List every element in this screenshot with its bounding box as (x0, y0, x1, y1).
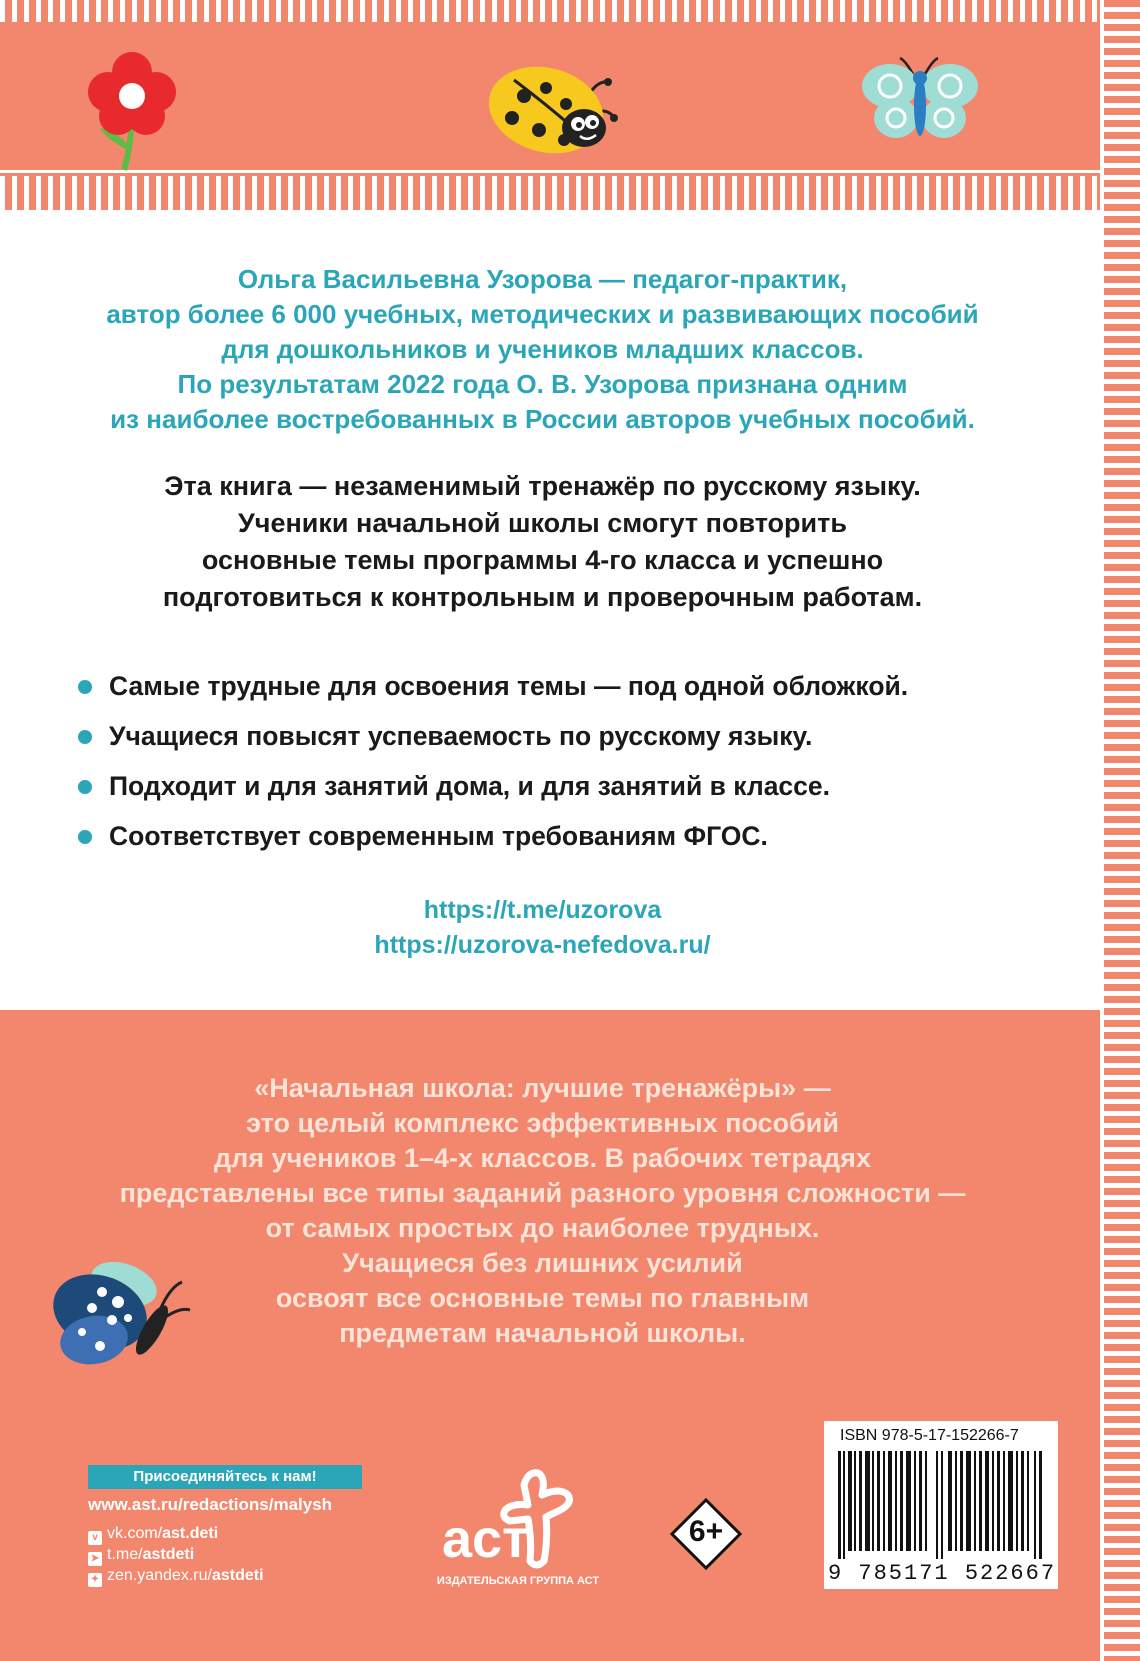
barcode-area (824, 1421, 1058, 1589)
butterfly-blue-icon (52, 1262, 192, 1372)
barcode-number: 9 785171 522667 (828, 1561, 1057, 1586)
bullet-dot-icon (78, 730, 92, 744)
author-line: из наиболее востребованных в России авторов учебных пособий. (110, 404, 975, 434)
author-line: Ольга Васильевна Узорова — педагог-практик, (237, 264, 848, 294)
publisher-logo-text: аст (442, 1509, 529, 1569)
author-line: По результатам 2022 года О. В. Узорова признана одним (177, 369, 908, 399)
series-line: «Начальная школа: лучшие тренажёры» — (254, 1073, 831, 1103)
vk-link[interactable] (88, 1525, 218, 1545)
butterfly-icon (862, 56, 978, 146)
list-item (78, 766, 1078, 816)
list-item-text: Соответствует современным требованиям ФГОС. (109, 821, 768, 851)
zen-icon: ✦ (88, 1573, 102, 1587)
series-line: это целый комплекс эффективных пособий (246, 1108, 839, 1138)
vk-prefix: vk.com/ (107, 1525, 163, 1542)
ladybug-icon (484, 60, 619, 160)
telegram-handle: astdeti (142, 1546, 195, 1563)
series-line: для учеников 1–4-х классов. В рабочих тетрадях (214, 1143, 871, 1173)
bullet-dot-icon (78, 780, 92, 794)
series-line: предметам начальной школы. (339, 1318, 746, 1348)
top-stripe-lower (0, 176, 1100, 210)
list-item (78, 716, 1078, 766)
list-item (78, 816, 1078, 866)
author-line: для дошкольников и учеников младших классов. (221, 334, 864, 364)
telegram-social-link[interactable] (88, 1546, 194, 1566)
series-line: от самых простых до наиболее трудных. (265, 1213, 820, 1243)
book-line: Ученики начальной школы смогут повторить (238, 508, 847, 538)
zen-prefix: zen.yandex.ru/ (107, 1567, 212, 1584)
list-item-text: Подходит и для занятий дома, и для занятий в классе. (109, 771, 831, 801)
isbn-text: ISBN 978-5-17-152266-7 (840, 1427, 1019, 1444)
book-line: подготовиться к контрольным и проверочным работам. (162, 582, 923, 612)
zen-link[interactable] (88, 1567, 264, 1587)
vk-handle: ast.deti (162, 1525, 219, 1542)
feature-list (78, 666, 1078, 866)
join-us-badge: Присоединяйтесь к нам! (88, 1465, 362, 1489)
bullet-dot-icon (78, 830, 92, 844)
vk-icon: v (88, 1531, 102, 1545)
list-item-text: Самые трудные для освоения темы — под одной обложкой. (109, 671, 909, 701)
zen-handle: astdeti (211, 1567, 264, 1584)
book-description (0, 468, 1085, 616)
barcode (838, 1451, 1044, 1559)
series-line: освоят все основные темы по главным (275, 1283, 810, 1313)
age-rating-text: 6+ (688, 1515, 724, 1548)
website-link[interactable]: https://uzorova-nefedova.ru/ (374, 931, 711, 959)
top-stripe (0, 0, 1100, 22)
author-links (0, 893, 1085, 963)
list-item (78, 666, 1078, 716)
publisher-site-link[interactable]: www.ast.ru/redactions/malysh (88, 1495, 333, 1514)
series-line: Учащиеся без лишних усилий (342, 1248, 743, 1278)
spine-stripes (1100, 0, 1140, 1661)
author-line: автор более 6 000 учебных, методических и развивающих пособий (106, 299, 979, 329)
series-line: представлены все типы заданий разного уровня сложности — (119, 1178, 966, 1208)
publisher-name: ИЗДАТЕЛЬСКАЯ ГРУППА АСТ (436, 1575, 600, 1587)
top-decor-band (0, 0, 1100, 210)
telegram-prefix: t.me/ (107, 1546, 143, 1563)
author-info (0, 262, 1085, 437)
flower-icon (82, 50, 182, 175)
book-line: Эта книга — незаменимый тренажёр по русскому языку. (164, 471, 921, 501)
publisher-logo (440, 1465, 580, 1570)
bullet-dot-icon (78, 680, 92, 694)
book-line: основные темы программы 4-го класса и успешно (201, 545, 884, 575)
telegram-link[interactable]: https://t.me/uzorova (423, 896, 662, 924)
list-item-text: Учащиеся повысят успеваемость по русскому языку. (109, 721, 813, 751)
telegram-icon: ➤ (88, 1552, 102, 1566)
